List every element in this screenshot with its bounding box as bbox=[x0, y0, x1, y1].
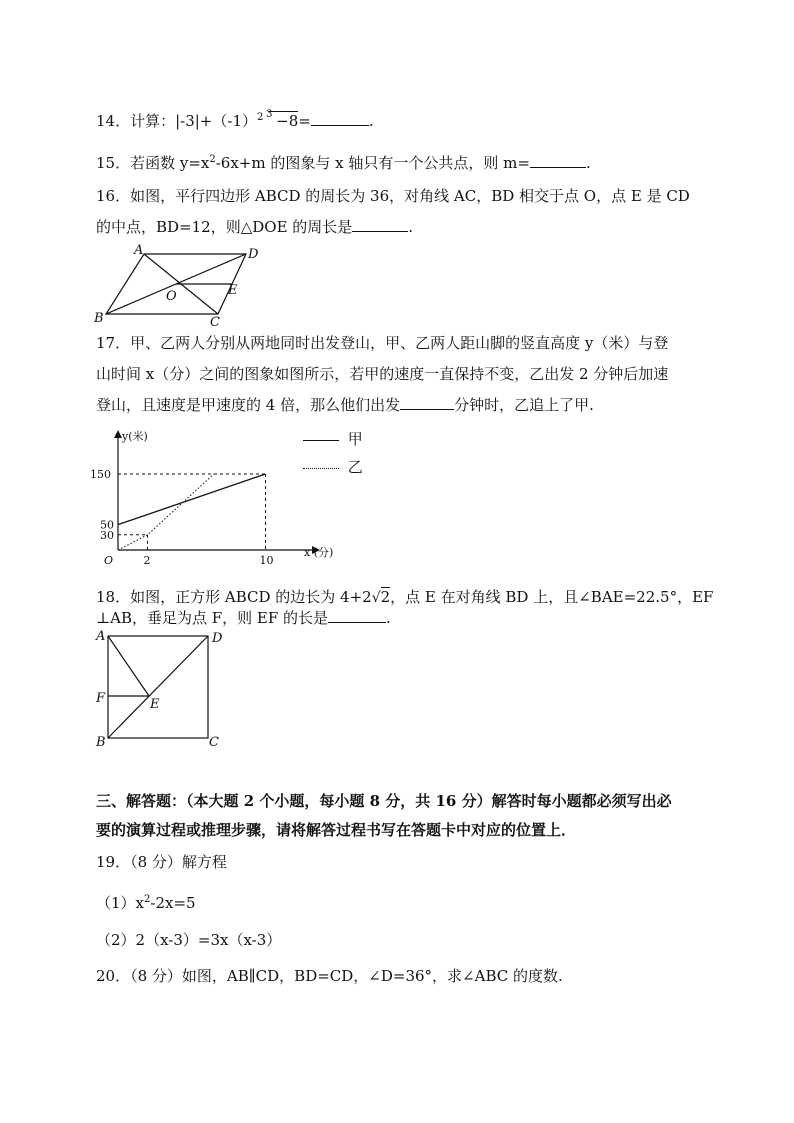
question-18-line1 bbox=[96, 587, 713, 608]
series-line-yi bbox=[118, 474, 214, 550]
question-14 bbox=[96, 108, 374, 131]
q19-p1a: （1）x bbox=[96, 894, 145, 912]
label-c: C bbox=[210, 315, 220, 326]
ytick-150: 150 bbox=[90, 468, 111, 481]
section-3-line1: 三、解答题：（本大题 2 个小题，每小题 8 分，共 16 分）解答时每小题都必须写出必 bbox=[96, 792, 672, 810]
legend-jia bbox=[303, 428, 363, 448]
label-b: B bbox=[96, 735, 106, 750]
q14-exp: 2 bbox=[257, 112, 264, 123]
question-19-part2: （2）2（x-3）=3x（x-3） bbox=[96, 931, 282, 949]
q14-radicand: −8 bbox=[268, 111, 298, 130]
x-axis-label: x (分) bbox=[304, 546, 334, 559]
q16-end: . bbox=[408, 218, 414, 236]
q16-text: 的中点，BD=12，则△DOE 的周长是 bbox=[96, 218, 353, 236]
label-d: D bbox=[212, 631, 223, 646]
ytick-30: 30 bbox=[100, 528, 114, 542]
question-16-line2 bbox=[96, 217, 413, 237]
legend-line-dotted bbox=[303, 468, 339, 469]
xtick-10: 10 bbox=[259, 554, 274, 567]
cube-root bbox=[268, 111, 298, 131]
q14-end: . bbox=[368, 112, 374, 130]
q14-root-index: 3 bbox=[266, 109, 273, 120]
origin-label: O bbox=[104, 554, 114, 567]
q18-lead: 18．如图，正方形 ABCD 的边长为 4+2 bbox=[96, 588, 372, 606]
q18-text: ⊥AB，垂足为点 F，则 EF 的长是 bbox=[96, 609, 329, 627]
question-17-line1: 17．甲、乙两人分别从两地同时出发登山，甲、乙两人距山脚的竖直高度 y（米）与登 bbox=[96, 334, 669, 352]
q14-lead: 14．计算：|-3|+（-1） bbox=[96, 112, 257, 130]
answer-blank bbox=[530, 153, 586, 168]
question-20: 20．（8 分）如图，AB∥CD，BD=CD，∠D=36°，求∠ABC 的度数. bbox=[96, 967, 563, 985]
diagonal-bd bbox=[108, 636, 208, 738]
label-f: F bbox=[96, 691, 106, 706]
label-c: C bbox=[209, 735, 219, 750]
q17-text: 登山，且速度是甲速度的 4 倍，那么他们出发 bbox=[96, 396, 401, 414]
q15-exp: 2 bbox=[209, 154, 216, 165]
q14-equals: = bbox=[298, 112, 311, 130]
section-3-line2: 要的演算过程或推理步骤，请将解答过程书写在答题卡中对应的位置上． bbox=[96, 821, 577, 839]
q15-end: . bbox=[585, 154, 591, 172]
xtick-2: 2 bbox=[143, 554, 151, 567]
q18-radicand: 2 bbox=[380, 588, 391, 606]
y-axis-label: y(米) bbox=[122, 430, 148, 443]
label-a: A bbox=[96, 629, 106, 644]
legend-label-jia: 甲 bbox=[347, 430, 363, 448]
label-e: E bbox=[228, 283, 238, 298]
question-17-line3 bbox=[96, 395, 594, 415]
label-o: O bbox=[166, 289, 177, 304]
legend-label-yi: 乙 bbox=[347, 458, 363, 476]
ytick-50: 50 bbox=[100, 518, 114, 532]
answer-blank bbox=[311, 111, 369, 126]
question-19-title: 19．（8 分）解方程 bbox=[96, 853, 227, 871]
chart-legend bbox=[303, 428, 373, 478]
answer-blank bbox=[352, 217, 408, 232]
q15-rest: -6x+m 的图象与 x 轴只有一个公共点，则 m= bbox=[215, 154, 530, 172]
question-18-line2 bbox=[96, 608, 391, 628]
label-e: E bbox=[150, 697, 160, 712]
question-15 bbox=[96, 150, 591, 173]
q17-text-end: 分钟时，乙追上了甲. bbox=[454, 396, 594, 414]
y-axis-arrow bbox=[114, 430, 122, 438]
q19-p1b: -2x=5 bbox=[150, 894, 196, 912]
series-line-jia bbox=[118, 474, 266, 525]
legend-line-solid bbox=[303, 440, 339, 441]
answer-blank bbox=[328, 608, 386, 623]
legend-yi bbox=[303, 456, 363, 476]
label-d: D bbox=[248, 247, 259, 262]
q15-lead: 15．若函数 y=x bbox=[96, 154, 210, 172]
q18-end: . bbox=[386, 609, 391, 627]
sqrt-sign: √ bbox=[371, 590, 381, 606]
q19-p1-exp: 2 bbox=[144, 894, 151, 905]
q18-rest: ，点 E 在对角线 BD 上，且∠BAE=22.5°，EF bbox=[390, 588, 714, 606]
question-16-line1: 16．如图，平行四边形 ABCD 的周长为 36，对角线 AC，BD 相交于点 O，点 E 是 CD bbox=[96, 187, 690, 205]
question-17-line2: 山时间 x（分）之间的图象如图所示，若甲的速度一直保持不变，乙出发 2 分钟后加速 bbox=[96, 365, 669, 383]
square-figure bbox=[92, 628, 232, 750]
question-19-part1 bbox=[96, 890, 196, 913]
segment-ae bbox=[108, 636, 149, 696]
label-a: A bbox=[134, 243, 144, 258]
label-b: B bbox=[94, 311, 104, 326]
parallelogram-figure bbox=[90, 242, 270, 326]
answer-blank bbox=[400, 395, 454, 410]
